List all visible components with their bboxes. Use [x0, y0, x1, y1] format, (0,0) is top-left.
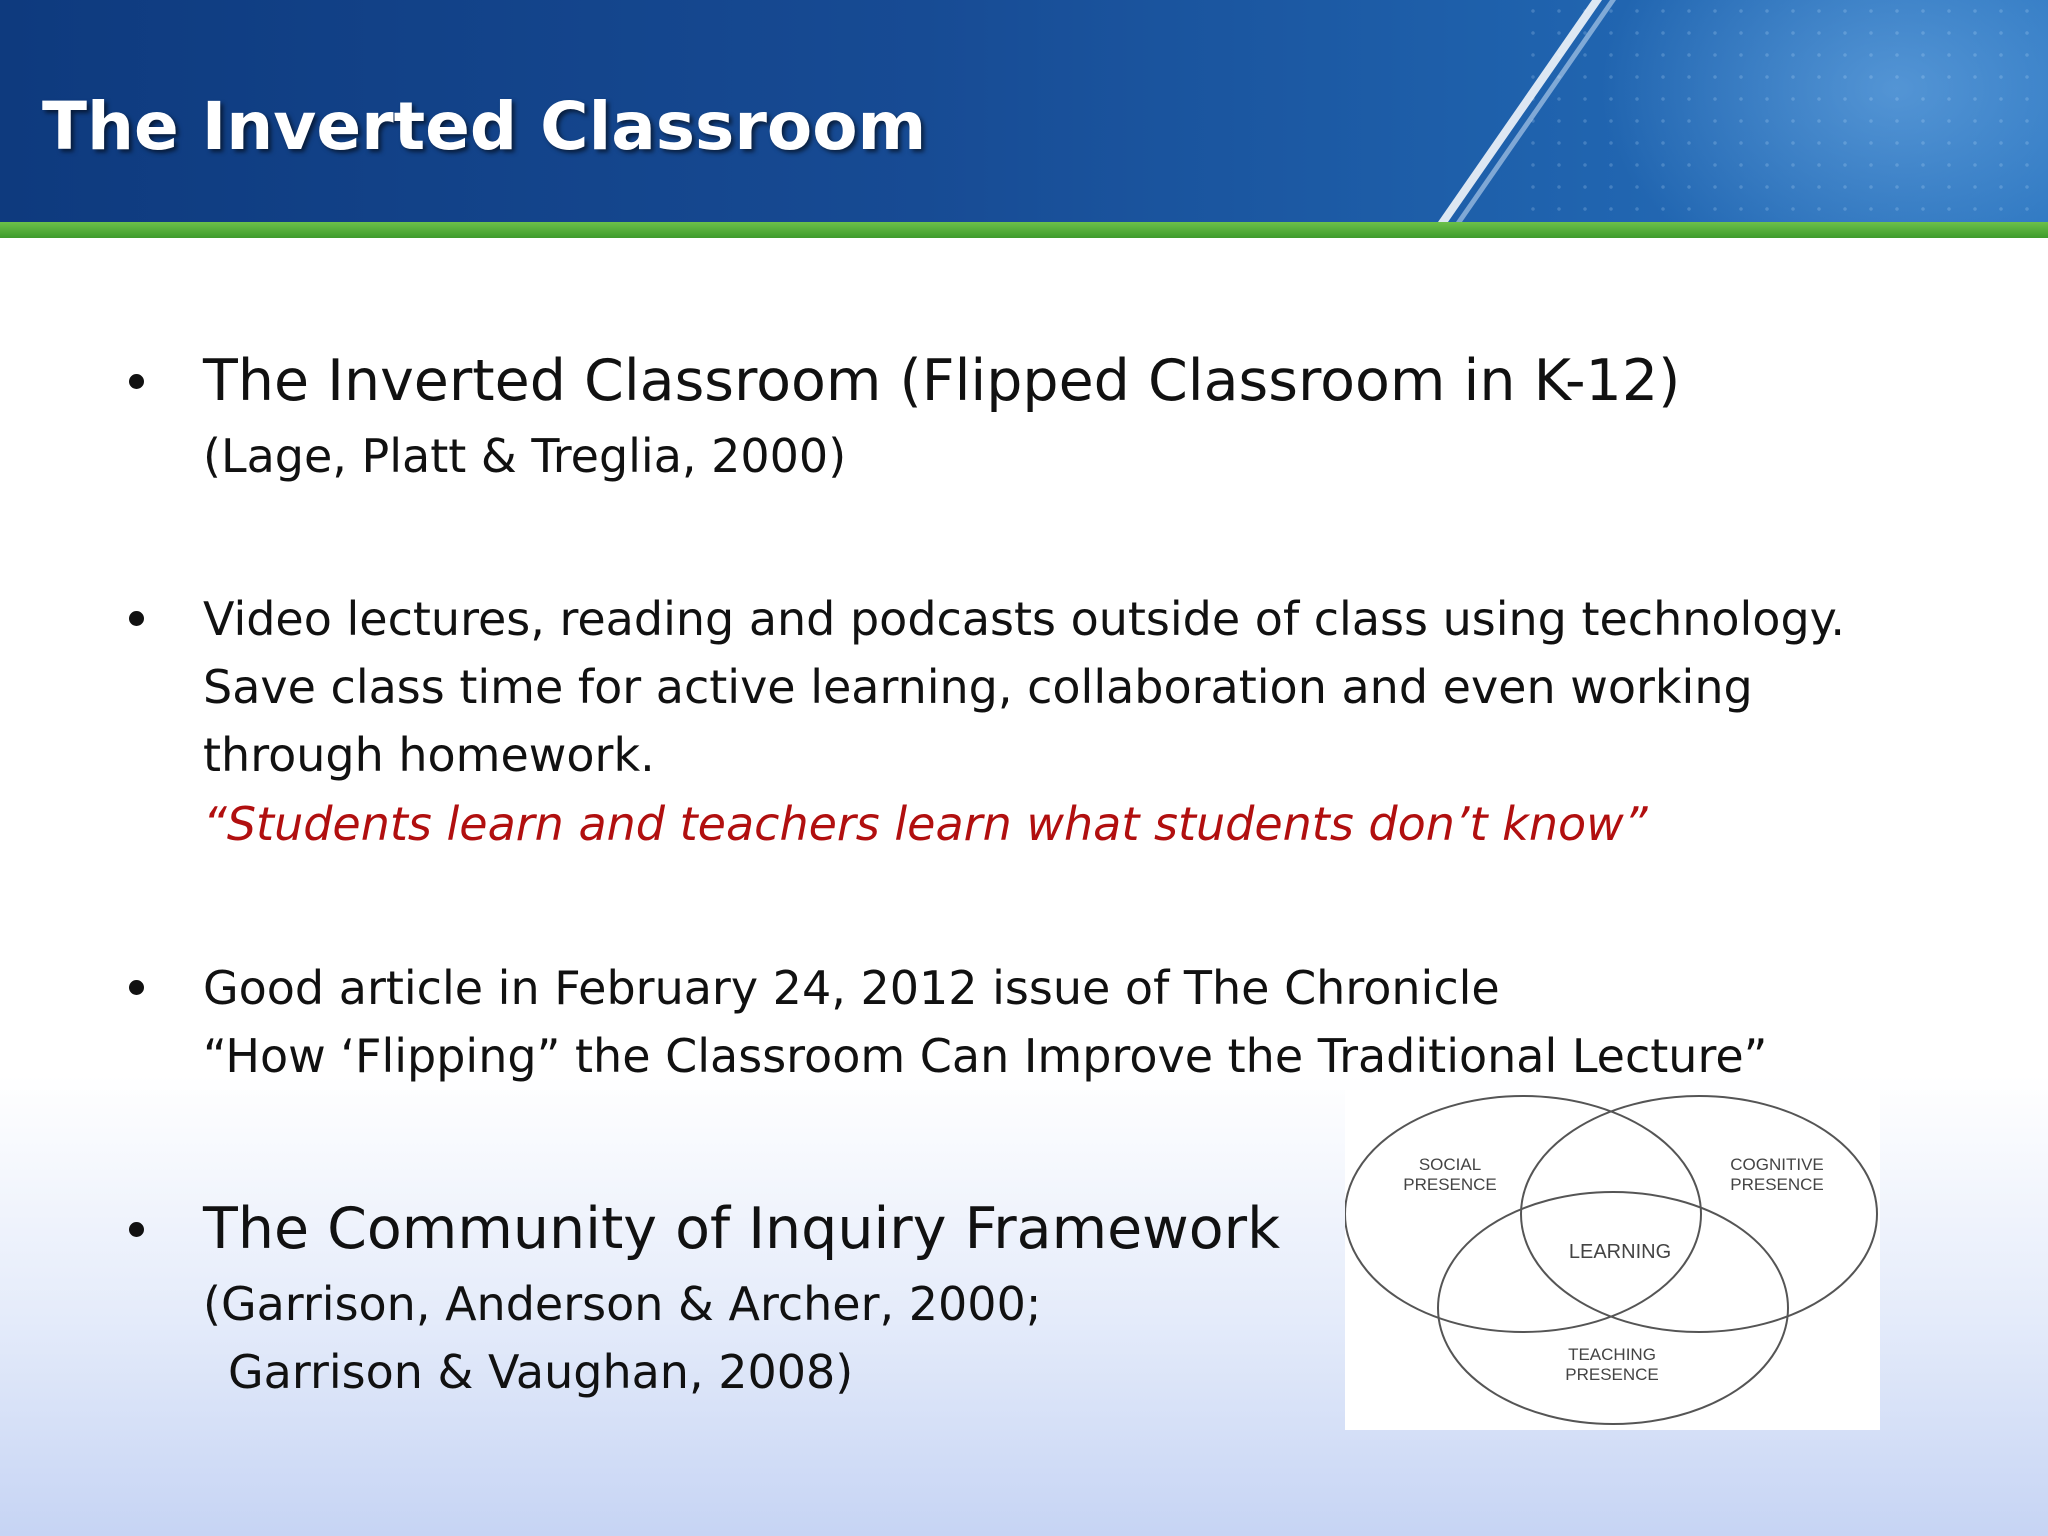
social-presence-label: SOCIAL: [1418, 1155, 1482, 1174]
social-presence-label: PRESENCE: [1403, 1175, 1497, 1194]
teaching-presence-label: PRESENCE: [1565, 1365, 1659, 1384]
bullet-marker: [129, 980, 144, 995]
slide-header: [0, 0, 2048, 222]
social-presence-circle: [1345, 1096, 1701, 1332]
cognitive-presence-circle: [1521, 1096, 1877, 1332]
cognitive-presence-label: PRESENCE: [1730, 1175, 1824, 1194]
article-title: “How ‘Flipping” the Classroom Can Improve the Traditional Lecture”: [203, 1029, 1768, 1083]
bullet-quote: “Students learn and teachers learn what students don’t know”: [203, 797, 1648, 851]
bullet-text: The Inverted Classroom (Flipped Classroom in K-12): [203, 348, 1681, 414]
learning-label: LEARNING: [1568, 1241, 1672, 1263]
cognitive-presence-label: COGNITIVE: [1730, 1155, 1824, 1174]
bullet-citation: (Lage, Platt & Treglia, 2000): [203, 429, 847, 483]
bullet-marker: [129, 611, 144, 626]
slide-title: The Inverted Classroom: [42, 88, 927, 165]
bullet-marker: [129, 374, 144, 389]
teaching-presence-label: TEACHING: [1568, 1345, 1656, 1364]
teaching-presence-circle: [1438, 1192, 1788, 1424]
bullet-text: Good article in February 24, 2012 issue of The Chronicle: [203, 961, 1500, 1015]
bullet-marker: [129, 1222, 144, 1237]
bullet-text: Save class time for active learning, collaboration and even working: [203, 660, 1753, 714]
bullet-text: Video lectures, reading and podcasts outside of class using technology.: [203, 592, 1845, 646]
header-accent-bar: [0, 222, 2048, 238]
bullet-text: through homework.: [203, 728, 655, 782]
bullet-citation: (Garrison, Anderson & Archer, 2000;: [203, 1277, 1042, 1331]
bullet-citation: Garrison & Vaughan, 2008): [228, 1345, 854, 1399]
community-of-inquiry-venn-diagram: [1345, 1090, 1880, 1430]
bullet-text: The Community of Inquiry Framework: [203, 1196, 1281, 1262]
